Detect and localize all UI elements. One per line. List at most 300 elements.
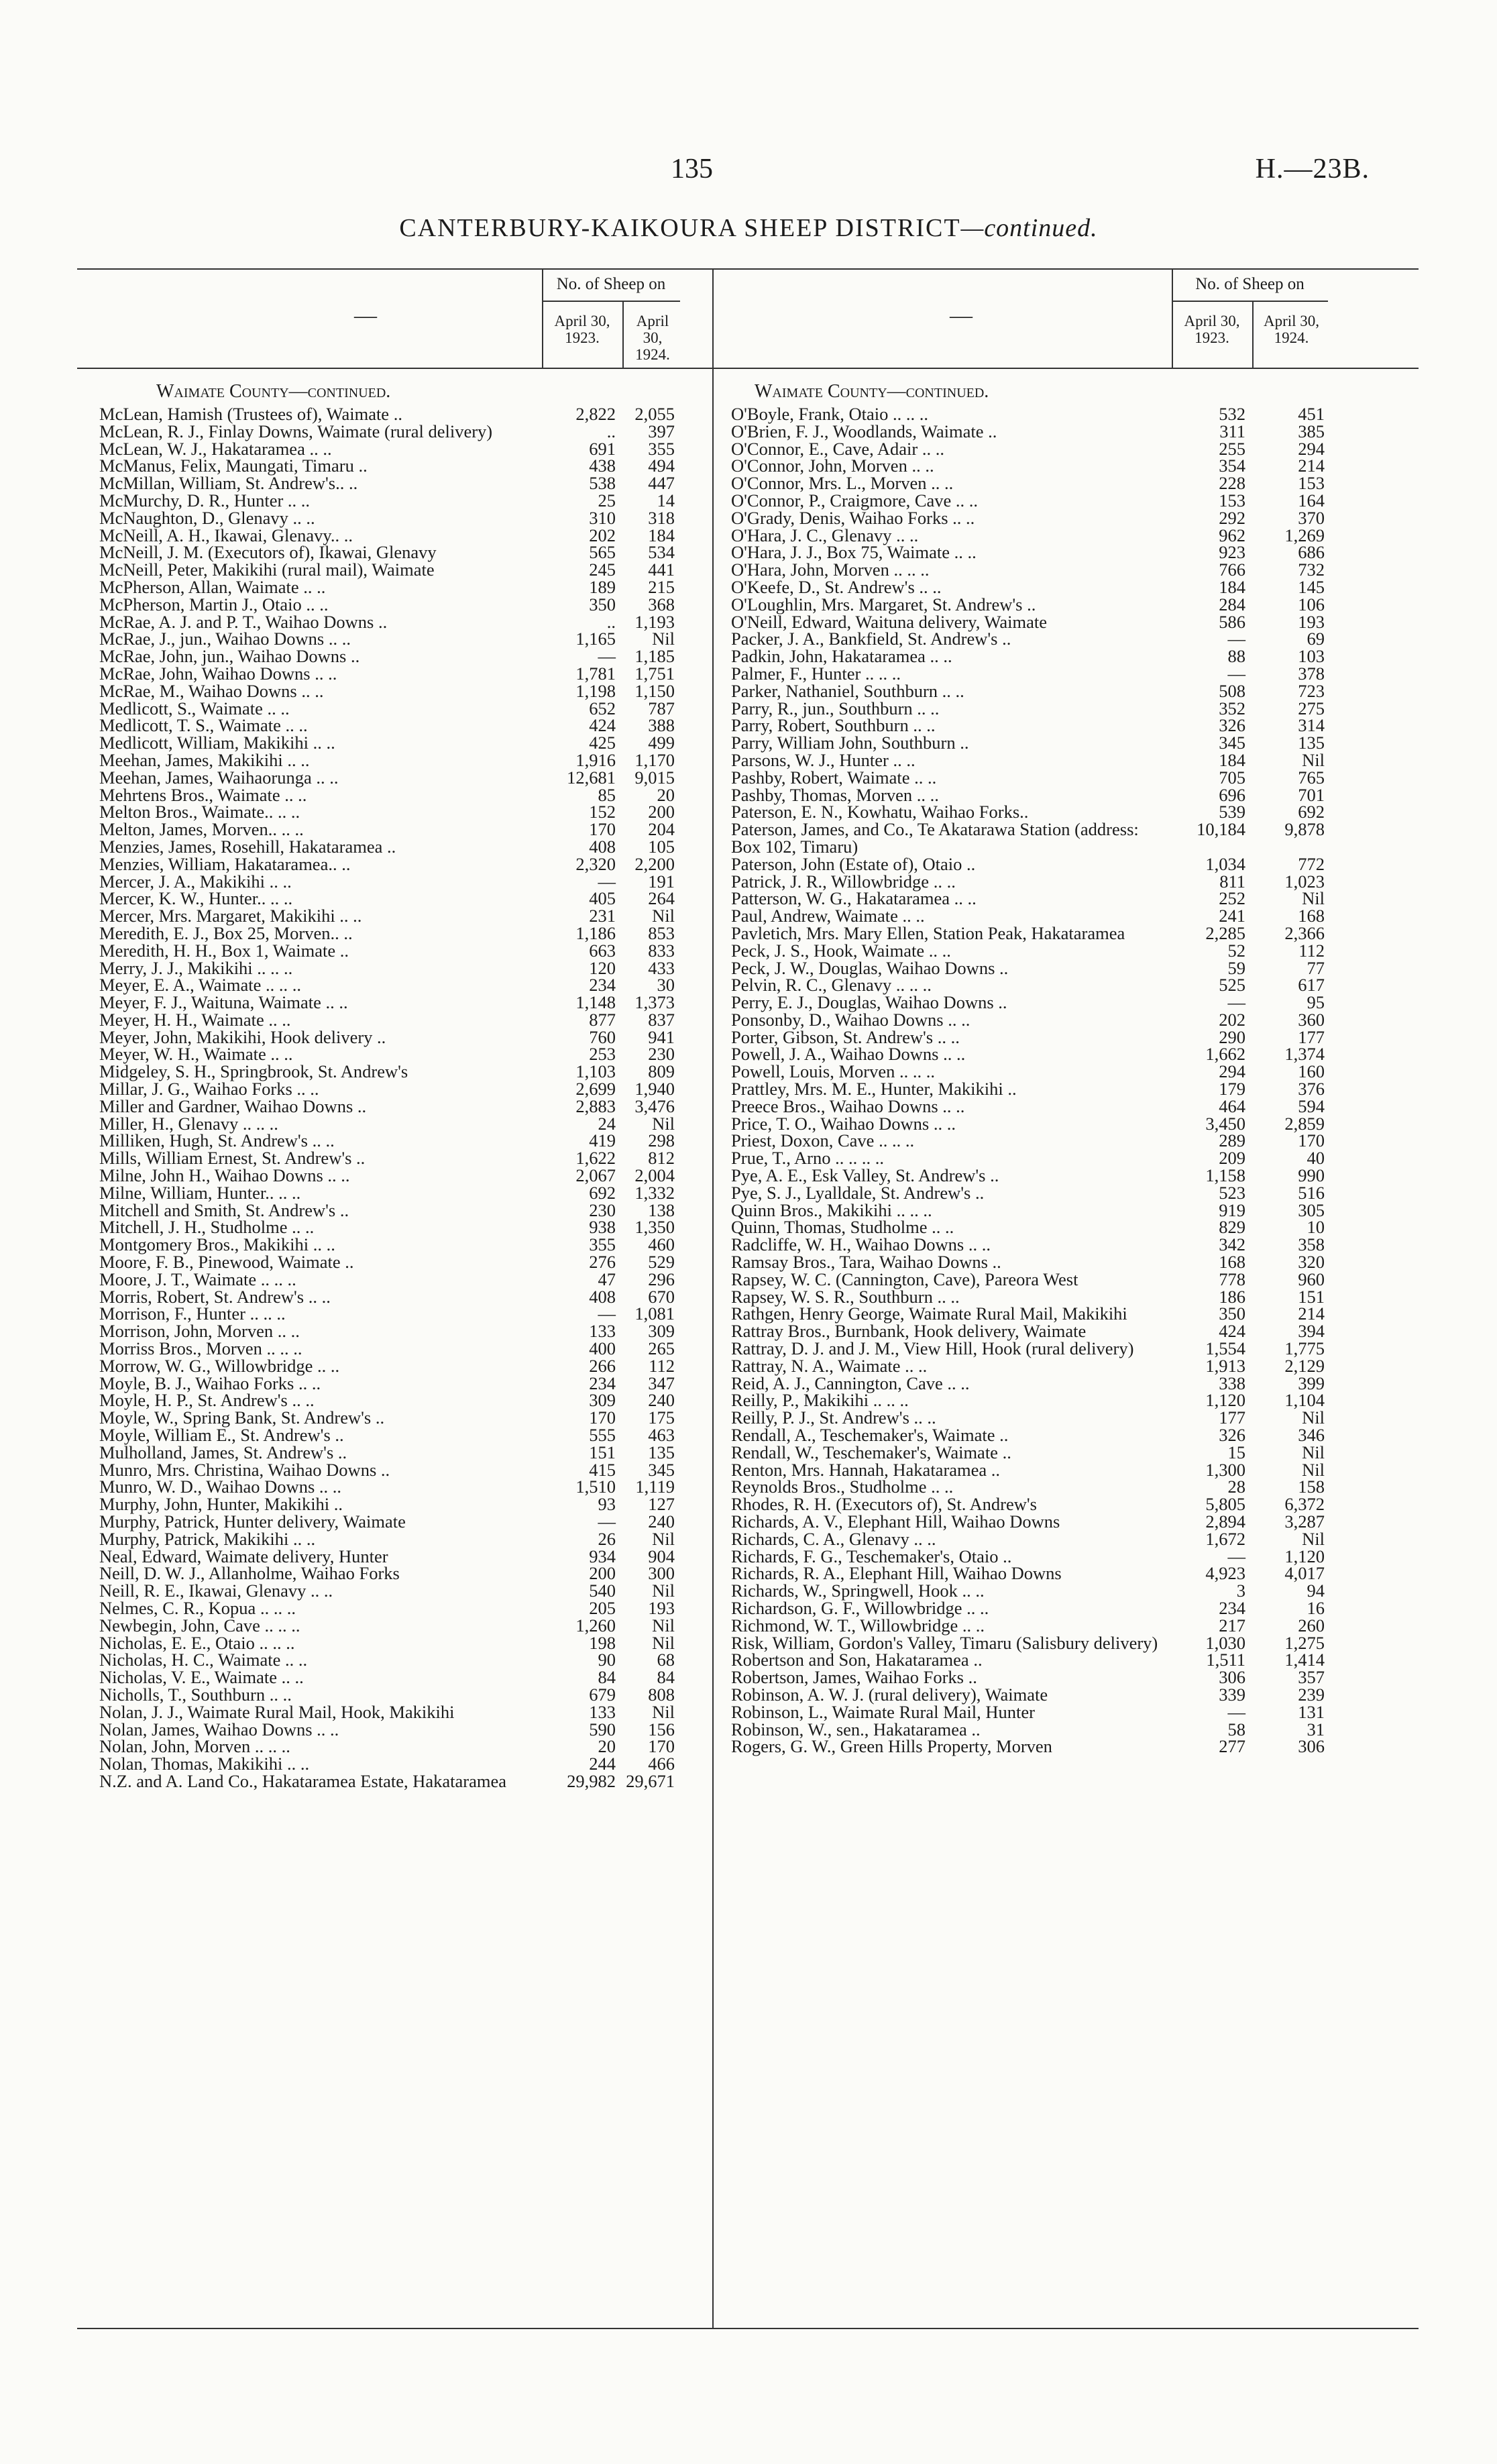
sheep-1924: 2,004 xyxy=(634,1165,675,1186)
header-date-1924: April 30, 1924. xyxy=(635,313,670,363)
owner-name: Merry, J. J., Makikihi .. .. .. xyxy=(99,957,293,978)
table-row xyxy=(731,1095,1325,1116)
sheep-1924: 686 xyxy=(1298,542,1325,563)
sheep-1924: 2,055 xyxy=(634,404,675,424)
document-reference: H.—23B. xyxy=(1255,154,1370,184)
right-rows xyxy=(731,406,1328,1756)
sheep-1923: 25 xyxy=(598,490,616,511)
owner-name: Paul, Andrew, Waimate .. .. xyxy=(731,906,925,926)
sheep-1924: 318 xyxy=(648,507,675,528)
owner-name: McNeill, A. H., Ikawai, Glenavy.. .. xyxy=(99,525,353,545)
owner-name: Menzies, William, Hakataramea.. .. xyxy=(99,853,351,874)
sheep-1923: 151 xyxy=(589,1442,616,1462)
sheep-1923: 170 xyxy=(589,1407,616,1428)
table-row xyxy=(731,680,1325,701)
owner-name: Murphy, Patrick, Makikihi .. .. xyxy=(99,1528,316,1549)
owner-name: Reynolds Bros., Studholme .. .. xyxy=(731,1477,954,1497)
owner-name: Paterson, E. N., Kowhatu, Waihao Forks.. xyxy=(731,802,1029,822)
owner-name: Radcliffe, W. H., Waihao Downs .. .. xyxy=(731,1234,991,1255)
sheep-1924: 1,751 xyxy=(634,663,675,684)
sheep-1924: Nil xyxy=(652,1113,675,1134)
sheep-1924: 2,200 xyxy=(634,853,675,874)
owner-name: Robinson, L., Waimate Rural Mail, Hunter xyxy=(731,1701,1035,1722)
sheep-1923: 1,034 xyxy=(1205,853,1245,874)
sheep-1923: 778 xyxy=(1219,1269,1245,1289)
sheep-1923: 419 xyxy=(589,1130,616,1151)
sheep-1923: 200 xyxy=(589,1563,616,1584)
sheep-1924: 1,374 xyxy=(1284,1044,1325,1065)
table-row xyxy=(99,507,675,528)
sheep-1924: 441 xyxy=(648,559,675,580)
sheep-1924: 2,366 xyxy=(1284,922,1325,943)
sheep-1924: 94 xyxy=(1307,1581,1325,1601)
owner-name: McLean, Hamish (Trustees of), Waimate .. xyxy=(99,404,402,424)
table-row xyxy=(731,1425,1325,1446)
owner-name: Parker, Nathaniel, Southburn .. .. xyxy=(731,680,964,701)
owner-name: McLean, W. J., Hakataramea .. .. xyxy=(99,438,332,459)
sheep-1923: 93 xyxy=(598,1494,616,1515)
sheep-1923: 2,285 xyxy=(1205,922,1245,943)
owner-name: Morrison, F., Hunter .. .. .. xyxy=(99,1303,286,1324)
owner-name: McNeill, Peter, Makikihi (rural mail), Waimate xyxy=(99,559,435,580)
sheep-1923: 2,067 xyxy=(575,1165,616,1186)
header-rule-mid xyxy=(622,301,624,368)
sheep-1923: 1,120 xyxy=(1205,1390,1245,1411)
sheep-1923: 408 xyxy=(589,836,616,857)
owner-name: Meyer, F. J., Waituna, Waimate .. .. xyxy=(99,992,348,1013)
table-row xyxy=(731,1684,1325,1705)
sheep-1924: 103 xyxy=(1298,646,1325,667)
sheep-1924: 112 xyxy=(1298,940,1325,961)
sheep-1923: 85 xyxy=(598,784,616,805)
table-row xyxy=(99,680,675,701)
sheep-1923: 84 xyxy=(598,1667,616,1688)
sheep-1923: 228 xyxy=(1219,473,1245,494)
sheep-1924: Nil xyxy=(1302,1528,1325,1549)
owner-name: Powell, J. A., Waihao Downs .. .. xyxy=(731,1044,966,1065)
table-row xyxy=(731,663,1325,684)
owner-name: Parry, Robert, Southburn .. .. xyxy=(731,715,936,736)
sheep-1924: 127 xyxy=(648,1494,675,1515)
sheep-1923: 186 xyxy=(1219,1286,1245,1307)
sheep-1923: 691 xyxy=(589,438,616,459)
sheep-1924: 135 xyxy=(1298,733,1325,753)
sheep-1924: 204 xyxy=(648,819,675,840)
owner-name: Robertson and Son, Hakataramea .. xyxy=(731,1650,983,1670)
table-row xyxy=(99,1684,675,1705)
owner-name: Meredith, H. H., Box 1, Waimate .. xyxy=(99,940,349,961)
owner-name: Moore, F. B., Pinewood, Waimate .. xyxy=(99,1252,354,1273)
owner-name: O'Hara, J. C., Glenavy .. .. xyxy=(731,525,919,545)
sheep-1924: 447 xyxy=(648,473,675,494)
sheep-1923: 90 xyxy=(598,1650,616,1670)
sheep-1923: 189 xyxy=(589,576,616,597)
sheep-1923: 1,186 xyxy=(575,922,616,943)
sheep-1923: 10,184 xyxy=(1197,819,1245,840)
sheep-1923: 1,198 xyxy=(575,680,616,701)
owner-name: Palmer, F., Hunter .. .. .. xyxy=(731,663,901,684)
owner-name: Rattray, N. A., Waimate .. .. xyxy=(731,1355,928,1376)
table-row xyxy=(99,576,675,597)
owner-name: O'Grady, Denis, Waihao Forks .. .. xyxy=(731,507,975,528)
sheep-1923: 540 xyxy=(589,1581,616,1601)
header-dash: — xyxy=(354,303,377,328)
sheep-1923: 184 xyxy=(1219,576,1245,597)
owner-name: Nelmes, C. R., Kopua .. .. .. xyxy=(99,1597,296,1618)
table-row xyxy=(731,1338,1325,1359)
sheep-1923: 425 xyxy=(589,733,616,753)
sheep-1923: 523 xyxy=(1219,1182,1245,1203)
sheep-1923: 2,699 xyxy=(575,1079,616,1100)
sheep-1923: 3,450 xyxy=(1205,1113,1245,1134)
sheep-1924: 1,275 xyxy=(1284,1632,1325,1653)
owner-name: Parry, William John, Southburn .. xyxy=(731,733,969,753)
sheep-1923: 20 xyxy=(598,1736,616,1757)
sheep-1924: 1,193 xyxy=(634,611,675,632)
sheep-1923: 3 xyxy=(1236,1581,1245,1601)
sheep-1923: 1,030 xyxy=(1205,1632,1245,1653)
owner-name: McNeill, J. M. (Executors of), Ikawai, Glenavy xyxy=(99,542,437,563)
sheep-1923: 539 xyxy=(1219,802,1245,822)
sheep-1924: 95 xyxy=(1307,992,1325,1013)
owner-name: Pavletich, Mrs. Mary Ellen, Station Peak, Hakataramea xyxy=(731,922,1125,943)
table-row xyxy=(99,404,675,424)
owner-name: Moyle, B. J., Waihao Forks .. .. xyxy=(99,1373,321,1393)
sheep-1924: 701 xyxy=(1298,784,1325,805)
owner-name: Mercer, Mrs. Margaret, Makikihi .. .. xyxy=(99,906,362,926)
owner-name: Prue, T., Arno .. .. .. .. xyxy=(731,1148,884,1169)
table-row xyxy=(99,767,675,788)
sheep-1924: 670 xyxy=(648,1286,675,1307)
owner-name: Patrick, J. R., Willowbridge .. .. xyxy=(731,871,956,892)
sheep-1924: 20 xyxy=(657,784,675,805)
sheep-1924: 529 xyxy=(648,1252,675,1273)
sheep-1924: 177 xyxy=(1298,1026,1325,1047)
owner-name: Richards, R. A., Elephant Hill, Waihao Downs xyxy=(731,1563,1062,1584)
owner-name: Meyer, John, Makikihi, Hook delivery .. xyxy=(99,1026,386,1047)
owner-name: Melton, James, Morven.. .. .. xyxy=(99,819,304,840)
section-heading: Waimate County—continued. xyxy=(156,381,391,402)
sheep-1924: Nil xyxy=(1302,749,1325,770)
header-subrule xyxy=(542,301,680,302)
sheep-1924: 69 xyxy=(1307,629,1325,649)
sheep-1924: 14 xyxy=(657,490,675,511)
table-row xyxy=(99,1615,675,1636)
sheep-1923: 355 xyxy=(589,1234,616,1255)
owner-name: Robinson, W., sen., Hakataramea .. xyxy=(731,1719,981,1739)
sheep-1923: 326 xyxy=(1219,1425,1245,1446)
owner-name: Miller and Gardner, Waihao Downs .. xyxy=(99,1095,367,1116)
table-row xyxy=(99,1182,675,1203)
sheep-1924: 264 xyxy=(648,888,675,909)
owner-name: Pashby, Robert, Waimate .. .. xyxy=(731,767,937,788)
sheep-1923: 253 xyxy=(589,1044,616,1065)
sheep-1923: 276 xyxy=(589,1252,616,1273)
owner-name: Munro, W. D., Waihao Downs .. .. xyxy=(99,1477,342,1497)
sheep-1923: .. xyxy=(606,611,616,632)
owner-name: O'Brien, F. J., Woodlands, Waimate .. xyxy=(731,421,997,441)
sheep-1924: Nil xyxy=(652,629,675,649)
sheep-1924: 3,476 xyxy=(634,1095,675,1116)
owner-name: McPherson, Martin J., Otaio .. .. xyxy=(99,594,329,614)
sheep-1924: 320 xyxy=(1298,1252,1325,1273)
sheep-1924: 106 xyxy=(1298,594,1325,614)
sheep-1924: 31 xyxy=(1307,1719,1325,1739)
sheep-1923: 1,622 xyxy=(575,1148,616,1169)
owner-name: McPherson, Allan, Waimate .. .. xyxy=(99,576,326,597)
owner-name: O'Loughlin, Mrs. Margaret, St. Andrew's .. xyxy=(731,594,1036,614)
sheep-1923: 2,883 xyxy=(575,1095,616,1116)
sheep-1923: — xyxy=(598,1511,616,1532)
sheep-1924: 298 xyxy=(648,1130,675,1151)
sheep-1924: 131 xyxy=(1298,1701,1325,1722)
table-row xyxy=(731,594,1325,614)
sheep-1923: — xyxy=(1227,1701,1245,1722)
sheep-1923: 234 xyxy=(1219,1597,1245,1618)
sheep-1924: 275 xyxy=(1298,698,1325,718)
owner-name: Meyer, E. A., Waimate .. .. .. xyxy=(99,975,301,996)
sheep-1923: 24 xyxy=(598,1113,616,1134)
title-continued: —continued. xyxy=(960,214,1098,242)
sheep-1924: 368 xyxy=(648,594,675,614)
sheep-1924: 1,104 xyxy=(1284,1390,1325,1411)
sheep-1924: 112 xyxy=(649,1355,675,1376)
sheep-1924: 170 xyxy=(648,1736,675,1757)
sheep-1924: 399 xyxy=(1298,1373,1325,1393)
owner-name: Parsons, W. J., Hunter .. .. xyxy=(731,749,916,770)
owner-name: O'Connor, P., Craigmore, Cave .. .. xyxy=(731,490,979,511)
owner-name: O'Keefe, D., St. Andrew's .. .. xyxy=(731,576,942,597)
sheep-1924: 460 xyxy=(648,1234,675,1255)
sheep-1924: Nil xyxy=(652,1528,675,1549)
owner-name: McRae, John, jun., Waihao Downs .. xyxy=(99,646,360,667)
table-row xyxy=(731,1597,1325,1618)
owner-name: Milne, John H., Waihao Downs .. .. xyxy=(99,1165,350,1186)
owner-name: Medlicott, William, Makikihi .. .. xyxy=(99,733,335,753)
table-row xyxy=(99,1252,675,1273)
owner-name: Priest, Doxon, Cave .. .. .. xyxy=(731,1130,915,1151)
owner-name: Murphy, Patrick, Hunter delivery, Waimate xyxy=(99,1511,406,1532)
owner-name: Nolan, Thomas, Makikihi .. .. xyxy=(99,1754,310,1774)
sheep-1924: 347 xyxy=(648,1373,675,1393)
sheep-1924: 499 xyxy=(648,733,675,753)
sheep-1924: 260 xyxy=(1298,1615,1325,1636)
owner-name: McLean, R. J., Finlay Downs, Waimate (rural delivery) xyxy=(99,421,493,441)
table-row xyxy=(731,1009,1325,1030)
title-text: CANTERBURY-KAIKOURA SHEEP DISTRICT xyxy=(399,214,961,242)
owner-name: Rattray, D. J. and J. M., View Hill, Hook (rural delivery) xyxy=(731,1338,1134,1359)
owner-name: Perry, E. J., Douglas, Waihao Downs .. xyxy=(731,992,1007,1013)
sheep-1923: 292 xyxy=(1219,507,1245,528)
sheep-1923: 284 xyxy=(1219,594,1245,614)
table-row xyxy=(731,1079,1325,1100)
owner-name: Peck, J. S., Hook, Waimate .. .. xyxy=(731,940,951,961)
owner-name: Newbegin, John, Cave .. .. .. xyxy=(99,1615,300,1636)
sheep-1924: Nil xyxy=(1302,1442,1325,1462)
sheep-1924: Nil xyxy=(652,906,675,926)
sheep-1923: 209 xyxy=(1219,1148,1245,1169)
header-date-1923: April 30, 1923. xyxy=(1184,313,1240,346)
sheep-1924: 346 xyxy=(1298,1425,1325,1446)
sheep-1924: 808 xyxy=(648,1684,675,1705)
owner-name: Mehrtens Bros., Waimate .. .. xyxy=(99,784,307,805)
sheep-1923: 350 xyxy=(589,594,616,614)
sheep-1923: 339 xyxy=(1219,1684,1245,1705)
sheep-1923: 1,158 xyxy=(1205,1165,1245,1186)
owner-name: Mercer, K. W., Hunter.. .. .. xyxy=(99,888,293,909)
sheep-1923: 311 xyxy=(1219,421,1245,441)
table-row xyxy=(731,819,1325,857)
table-row xyxy=(99,1701,675,1722)
sheep-1924: 105 xyxy=(648,836,675,857)
sheep-1923: — xyxy=(1227,992,1245,1013)
owner-name: O'Neill, Edward, Waituna delivery, Waimate xyxy=(731,611,1047,632)
sheep-1923: 508 xyxy=(1219,680,1245,701)
sheep-1924: 1,373 xyxy=(634,992,675,1013)
sheep-1924: 6,372 xyxy=(1284,1494,1325,1515)
sheep-1924: 294 xyxy=(1298,438,1325,459)
sheep-1924: 215 xyxy=(648,576,675,597)
sheep-1923: 415 xyxy=(589,1459,616,1480)
sheep-1923: 1,103 xyxy=(575,1061,616,1082)
owner-name: Rapsey, W. S. R., Southburn .. .. xyxy=(731,1286,960,1307)
table-row xyxy=(99,1528,675,1549)
sheep-1924: 787 xyxy=(648,698,675,718)
sheep-1923: .. xyxy=(606,421,616,441)
owner-name: Mulholland, James, St. Andrew's .. xyxy=(99,1442,347,1462)
sheep-1923: 241 xyxy=(1219,906,1245,926)
sheep-1924: 306 xyxy=(1298,1736,1325,1757)
table-row xyxy=(731,507,1325,528)
sheep-1923: 962 xyxy=(1219,525,1245,545)
page-title xyxy=(0,213,1497,243)
header-rule xyxy=(77,368,1419,369)
sheep-1923: 532 xyxy=(1219,404,1245,424)
sheep-1924: 360 xyxy=(1298,1009,1325,1030)
sheep-1923: 255 xyxy=(1219,438,1245,459)
owner-name: McManus, Felix, Maungati, Timaru .. xyxy=(99,456,368,476)
owner-name: Neal, Edward, Waimate delivery, Hunter xyxy=(99,1546,388,1566)
table-row xyxy=(731,1701,1325,1722)
sheep-1924: 358 xyxy=(1298,1234,1325,1255)
sheep-1923: 938 xyxy=(589,1217,616,1238)
bottom-rule xyxy=(77,2328,1419,2329)
owner-name: Quinn, Thomas, Studholme .. .. xyxy=(731,1217,954,1238)
sheep-1923: 350 xyxy=(1219,1303,1245,1324)
owner-name: O'Connor, John, Morven .. .. xyxy=(731,456,934,476)
sheep-1924: 265 xyxy=(648,1338,675,1359)
sheep-1924: 466 xyxy=(648,1754,675,1774)
owner-name: Neill, D. W. J., Allanholme, Waihao Forks xyxy=(99,1563,400,1584)
sheep-1924: 394 xyxy=(1298,1321,1325,1342)
sheep-1923: 586 xyxy=(1219,611,1245,632)
sheep-1923: 231 xyxy=(589,906,616,926)
sheep-1923: 29,982 xyxy=(567,1770,616,1791)
sheep-1924: 433 xyxy=(648,957,675,978)
owner-name: Packer, J. A., Bankfield, St. Andrew's .. xyxy=(731,629,1011,649)
sheep-1923: 811 xyxy=(1219,871,1245,892)
table-row xyxy=(99,940,675,961)
sheep-1924: 4,017 xyxy=(1284,1563,1325,1584)
table-row xyxy=(731,1736,1325,1757)
owner-name: Robertson, James, Waihao Forks .. xyxy=(731,1667,977,1688)
sheep-1924: 309 xyxy=(648,1321,675,1342)
sheep-1924: 16 xyxy=(1307,1597,1325,1618)
sheep-1924: 1,269 xyxy=(1284,525,1325,545)
sheep-1923: 12,681 xyxy=(567,767,616,788)
sheep-1923: 28 xyxy=(1227,1477,1245,1497)
sheep-1924: 135 xyxy=(648,1442,675,1462)
owner-name: Reid, A. J., Cannington, Cave .. .. xyxy=(731,1373,970,1393)
owner-name: Pye, A. E., Esk Valley, St. Andrew's .. xyxy=(731,1165,999,1186)
owner-name: Ponsonby, D., Waihao Downs .. .. xyxy=(731,1009,971,1030)
owner-name: Morrison, John, Morven .. .. xyxy=(99,1321,300,1342)
table-row xyxy=(731,940,1325,961)
table-row xyxy=(731,749,1325,770)
sheep-1924: 853 xyxy=(648,922,675,943)
sheep-1924: 1,170 xyxy=(634,749,675,770)
owner-name: Milliken, Hugh, St. Andrew's .. .. xyxy=(99,1130,335,1151)
owner-name: Nicholas, V. E., Waimate .. .. xyxy=(99,1667,304,1688)
owner-name: Nicholls, T., Southburn .. .. xyxy=(99,1684,292,1705)
sheep-1923: 1,662 xyxy=(1205,1044,1245,1065)
sheep-1924: 191 xyxy=(648,871,675,892)
table-row xyxy=(731,922,1325,943)
owner-name: Millar, J. G., Waihao Forks .. .. xyxy=(99,1079,319,1100)
sheep-1924: 3,287 xyxy=(1284,1511,1325,1532)
owner-name: Pelvin, R. C., Glenavy .. .. .. xyxy=(731,975,932,996)
owner-name: Richardson, G. F., Willowbridge .. .. xyxy=(731,1597,989,1618)
sheep-count-header: No. of Sheep on xyxy=(1195,275,1305,293)
owner-name: Ramsay Bros., Tara, Waihao Downs .. xyxy=(731,1252,1001,1273)
owner-name: McRae, A. J. and P. T., Waihao Downs .. xyxy=(99,611,388,632)
sheep-1923: 565 xyxy=(589,542,616,563)
owner-name: Padkin, John, Hakataramea .. .. xyxy=(731,646,952,667)
owner-name: Moyle, W., Spring Bank, St. Andrew's .. xyxy=(99,1407,385,1428)
sheep-1923: 133 xyxy=(589,1321,616,1342)
sheep-1924: 68 xyxy=(657,1650,675,1670)
owner-name: McMillan, William, St. Andrew's.. .. xyxy=(99,473,358,494)
owner-name: Preece Bros., Waihao Downs .. .. xyxy=(731,1095,965,1116)
owner-name: Meyer, W. H., Waimate .. .. xyxy=(99,1044,293,1065)
owner-name: Miller, H., Glenavy .. .. .. xyxy=(99,1113,278,1134)
sheep-1924: 214 xyxy=(1298,1303,1325,1324)
sheep-1923: 47 xyxy=(598,1269,616,1289)
table-row xyxy=(99,749,675,770)
sheep-1924: 168 xyxy=(1298,906,1325,926)
right-header xyxy=(731,268,1328,368)
sheep-1923: 679 xyxy=(589,1684,616,1705)
sheep-1923: — xyxy=(1227,663,1245,684)
sheep-1923: 133 xyxy=(589,1701,616,1722)
sheep-1924: 355 xyxy=(648,438,675,459)
owner-name: Robinson, A. W. J. (rural delivery), Waimate xyxy=(731,1684,1048,1705)
owner-name: Paterson, John (Estate of), Otaio .. xyxy=(731,853,976,874)
sheep-1924: 692 xyxy=(1298,802,1325,822)
owner-name: Mercer, J. A., Makikihi .. .. xyxy=(99,871,292,892)
owner-name: Nolan, John, Morven .. .. .. xyxy=(99,1736,290,1757)
sheep-1923: 177 xyxy=(1219,1407,1245,1428)
owner-name: O'Connor, E., Cave, Adair .. .. xyxy=(731,438,944,459)
table-row xyxy=(731,1442,1325,1462)
owner-name: Medlicott, T. S., Waimate .. .. xyxy=(99,715,308,736)
sheep-1923: — xyxy=(1227,629,1245,649)
sheep-1924: 300 xyxy=(648,1563,675,1584)
sheep-1924: Nil xyxy=(652,1615,675,1636)
sheep-1924: 170 xyxy=(1298,1130,1325,1151)
sheep-1923: 342 xyxy=(1219,1234,1245,1255)
sheep-1923: 184 xyxy=(1219,749,1245,770)
